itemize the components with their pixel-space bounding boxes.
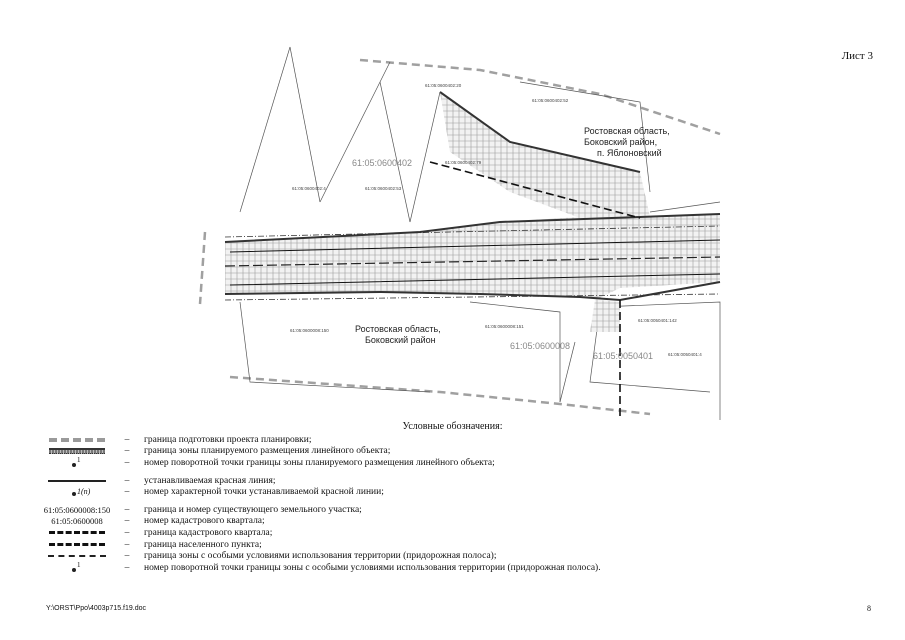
legend-title: Условные обозначения:: [402, 421, 503, 432]
cadastral-map: [180, 42, 740, 420]
quarter-number-mark: 61:05:0600008: [51, 516, 103, 527]
parcel-label-6: 61:05:0600008:150: [290, 328, 329, 333]
region-north-line2: Боковский район,: [584, 137, 658, 147]
parcel-label-4: 61:05:0600402:53: [365, 186, 402, 191]
legend-text: граница населенного пункта;: [144, 539, 262, 550]
legend-text: номер характерной точки устанавливаемой красной линии;: [144, 487, 384, 498]
legend-dash: –: [124, 434, 130, 445]
legend-text: номер кадастрового квартала;: [144, 516, 265, 527]
quarter-label-3: 61:05:0050401: [593, 351, 654, 361]
legend-item: [43, 504, 846, 516]
legend-item: [46, 486, 846, 498]
legend-dash: –: [124, 516, 130, 527]
legend-item: [46, 457, 846, 469]
legend: [43, 434, 846, 574]
file-path: Y:\ORST\Ppo\4003p715.f19.doc: [46, 605, 147, 612]
quarter-label-1: 61:05:0600402: [352, 158, 413, 168]
legend-dash: –: [124, 551, 130, 562]
dash-dot-symbol: [46, 551, 108, 561]
legend-text: номер поворотной точки границы зоны с особыми условиями использования территории (придорожная полоса).: [144, 562, 601, 573]
sheet-label: Лист 3: [841, 50, 873, 62]
legend-item: [46, 550, 846, 562]
legend-dash: –: [124, 562, 130, 573]
legend-item: [46, 475, 846, 487]
legend-text: граница и номер существующего земельного участка;: [144, 504, 362, 515]
parcel-label-1: 61:05:0600402:20: [425, 83, 462, 88]
quarter-number-symbol: [46, 516, 108, 526]
red-line-point-symbol: [46, 487, 108, 497]
legend-item: [46, 527, 846, 539]
region-south-line2: Боковский район: [365, 335, 436, 345]
parcel-label-5: 61:05:0600402:79: [445, 160, 482, 165]
red-line-point-mark: 1(n): [77, 487, 91, 497]
turning-point-symbol: [46, 455, 108, 468]
turning-point-mark: 1: [77, 455, 81, 464]
legend-text: граница подготовки проекта планировки;: [144, 434, 312, 445]
parcel-label-9: 61:05:0050401:4: [668, 352, 702, 357]
legend-text: номер поворотной точки границы зоны планируемого размещения линейного объекта;: [144, 457, 495, 468]
legend-item: [46, 562, 846, 574]
parcel-number-symbol: [43, 504, 111, 515]
legend-dash: –: [124, 446, 130, 457]
legend-item: [46, 539, 846, 551]
legend-item: [46, 446, 846, 458]
legend-dash: –: [124, 475, 130, 486]
legend-dash: –: [124, 487, 130, 498]
region-north-line1: Ростовская область,: [584, 126, 670, 136]
legend-dash: –: [124, 539, 130, 550]
parcel-label-2: 61:05:0600402:52: [532, 98, 569, 103]
settlement-boundary-symbol: [46, 540, 108, 550]
legend-text: граница кадастрового квартала;: [144, 527, 273, 538]
roadside-point-mark: 1: [77, 560, 81, 569]
red-line-symbol: [46, 476, 108, 486]
roadside-point-symbol: [46, 560, 108, 573]
legend-dash: –: [124, 527, 130, 538]
zone-boundary-symbol: [46, 446, 108, 456]
legend-text: устанавливаемая красная линия;: [144, 475, 276, 486]
page-number: 8: [867, 604, 871, 613]
region-south-line1: Ростовская область,: [355, 324, 441, 334]
parcel-label-7: 61:05:0600008:151: [485, 324, 524, 329]
parcel-label-3: 61:05:0600402:4: [292, 186, 326, 191]
legend-item: [46, 434, 846, 446]
quarter-label-2: 61:05:0600008: [510, 341, 571, 351]
legend-text: граница зоны планируемого размещения линейного объекта;: [144, 446, 391, 457]
region-north-line3: п. Яблоновский: [597, 148, 662, 158]
gray-dash-symbol: [46, 435, 108, 445]
parcel-label-8: 61:05:0050401:142: [638, 318, 677, 323]
quarter-boundary-symbol: [46, 528, 108, 538]
legend-item: [46, 516, 846, 528]
legend-text: граница зоны с особыми условиями использования территории (придорожная полоса);: [144, 551, 497, 562]
legend-dash: –: [124, 504, 130, 515]
legend-dash: –: [124, 457, 130, 468]
parcel-number-mark: 61:05:0600008:150: [43, 504, 111, 515]
